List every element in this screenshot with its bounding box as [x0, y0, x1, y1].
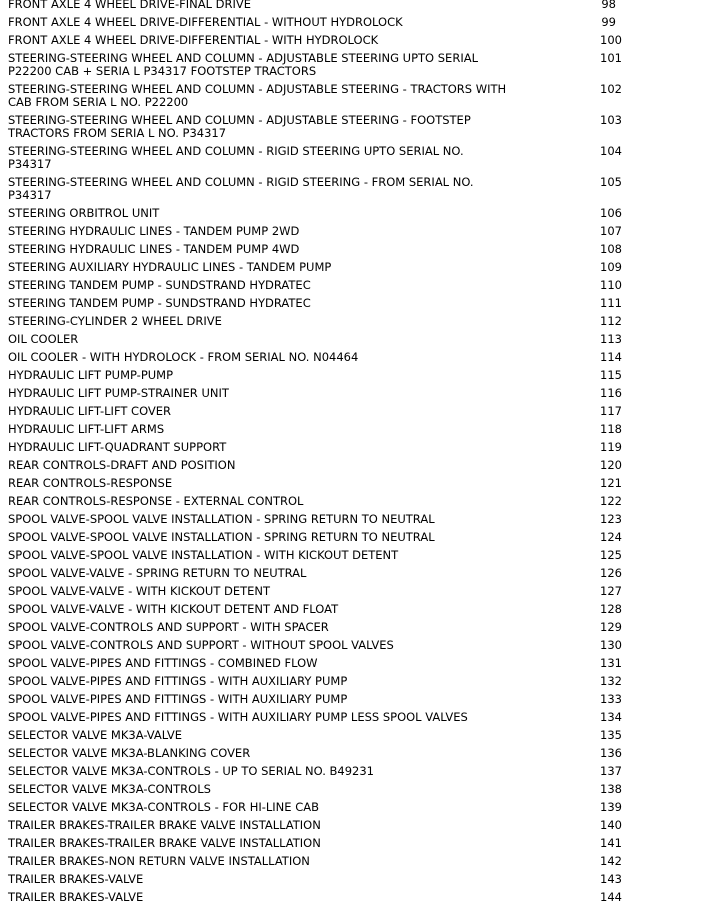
index-row-page: 121 — [600, 476, 622, 490]
index-row-page: 141 — [600, 836, 622, 850]
index-row[interactable] — [0, 475, 721, 493]
index-row[interactable] — [0, 295, 721, 313]
index-row-title: SPOOL VALVE-VALVE - SPRING RETURN TO NEUTRAL — [8, 566, 307, 580]
index-row[interactable] — [0, 367, 721, 385]
index-row-page: 143 — [600, 872, 622, 886]
index-row[interactable] — [0, 547, 721, 565]
index-row-page: 113 — [600, 332, 622, 346]
index-row-page: 117 — [600, 404, 622, 418]
index-row-title: OIL COOLER — [8, 332, 79, 346]
index-row-page: 135 — [600, 728, 622, 742]
index-row-title: HYDRAULIC LIFT-QUADRANT SUPPORT — [8, 440, 227, 454]
index-row[interactable] — [0, 349, 721, 367]
index-row[interactable] — [0, 223, 721, 241]
index-row[interactable] — [0, 421, 721, 439]
index-row-title: TRAILER BRAKES-NON RETURN VALVE INSTALLATION — [8, 854, 310, 868]
index-row-page: 105 — [600, 175, 622, 189]
index-row-title: SELECTOR VALVE MK3A-VALVE — [8, 728, 183, 742]
index-row-title: HYDRAULIC LIFT-LIFT COVER — [8, 404, 172, 418]
index-row-title: REAR CONTROLS-RESPONSE — [8, 476, 173, 490]
index-row[interactable] — [0, 799, 721, 817]
index-row-title: SELECTOR VALVE MK3A-CONTROLS - UP TO SERIAL NO. B49231 — [8, 764, 374, 778]
index-row-title: FRONT AXLE 4 WHEEL DRIVE-FINAL DRIVE — [8, 0, 252, 11]
index-row[interactable] — [0, 835, 721, 853]
index-row[interactable] — [0, 853, 721, 871]
index-row[interactable] — [0, 763, 721, 781]
index-row[interactable] — [0, 259, 721, 277]
index-row-title: SPOOL VALVE-VALVE - WITH KICKOUT DETENT AND FLOAT — [8, 602, 339, 616]
index-row-title: FRONT AXLE 4 WHEEL DRIVE-DIFFERENTIAL - WITHOUT HYDROLOCK — [8, 15, 403, 29]
index-row-page: 108 — [600, 242, 622, 256]
index-row-page: 132 — [600, 674, 622, 688]
index-row-page: 127 — [600, 584, 622, 598]
index-row-title: STEERING TANDEM PUMP - SUNDSTRAND HYDRATEC — [8, 296, 311, 310]
index-row-title: STEERING ORBITROL UNIT — [8, 206, 160, 220]
index-row-page: 126 — [600, 566, 622, 580]
index-row-page: 131 — [600, 656, 622, 670]
index-row-page: 129 — [600, 620, 622, 634]
index-row-page: 139 — [600, 800, 622, 814]
index-row-title: SPOOL VALVE-PIPES AND FITTINGS - WITH AUXILIARY PUMP — [8, 692, 348, 706]
index-row-page: 101 — [600, 51, 622, 65]
index-row-title: SELECTOR VALVE MK3A-CONTROLS — [8, 782, 211, 796]
index-row-page: 144 — [600, 890, 622, 904]
index-row[interactable] — [0, 655, 721, 673]
index-row[interactable] — [0, 727, 721, 745]
index-row-title: HYDRAULIC LIFT-LIFT ARMS — [8, 422, 165, 436]
index-row-page: 114 — [600, 350, 622, 364]
index-row[interactable] — [0, 529, 721, 547]
index-row-page: 112 — [600, 314, 622, 328]
index-row-page: 104 — [600, 144, 622, 158]
index-row-page: 111 — [600, 296, 622, 310]
index-row[interactable] — [0, 601, 721, 619]
index-row-title: HYDRAULIC LIFT PUMP-PUMP — [8, 368, 174, 382]
index-row-title: STEERING-STEERING WHEEL AND COLUMN - ADJUSTABLE STEERING - TRACTORS WITH CAB FROM SERIA L NO. P22200 — [8, 82, 507, 109]
index-row-title: SELECTOR VALVE MK3A-CONTROLS - FOR HI-LINE CAB — [8, 800, 319, 814]
index-row[interactable] — [0, 0, 721, 14]
index-row[interactable] — [0, 817, 721, 835]
index-row-title: STEERING TANDEM PUMP - SUNDSTRAND HYDRATEC — [8, 278, 311, 292]
index-row-title: STEERING-STEERING WHEEL AND COLUMN - RIGID STEERING UPTO SERIAL NO. P34317 — [8, 144, 464, 171]
index-row-title: SPOOL VALVE-SPOOL VALVE INSTALLATION - WITH KICKOUT DETENT — [8, 548, 399, 562]
index-row[interactable] — [0, 709, 721, 727]
index-row-title: STEERING-STEERING WHEEL AND COLUMN - RIGID STEERING - FROM SERIAL NO. P34317 — [8, 175, 474, 202]
index-row[interactable] — [0, 637, 721, 655]
index-row[interactable] — [0, 143, 721, 174]
index-row[interactable] — [0, 385, 721, 403]
index-row[interactable] — [0, 205, 721, 223]
index-row[interactable] — [0, 32, 721, 50]
index-row-title: STEERING AUXILIARY HYDRAULIC LINES - TANDEM PUMP — [8, 260, 332, 274]
index-row-title: STEERING-CYLINDER 2 WHEEL DRIVE — [8, 314, 222, 328]
index-row[interactable] — [0, 241, 721, 259]
index-row[interactable] — [0, 81, 721, 112]
index-row-page: 102 — [600, 82, 622, 96]
index-row-title: TRAILER BRAKES-VALVE — [8, 890, 144, 904]
index-row[interactable] — [0, 745, 721, 763]
index-row-page: 109 — [600, 260, 622, 274]
index-row-page: 140 — [600, 818, 622, 832]
index-row[interactable] — [0, 277, 721, 295]
index-row-page: 110 — [600, 278, 622, 292]
index-row-title: SPOOL VALVE-CONTROLS AND SUPPORT - WITHOUT SPOOL VALVES — [8, 638, 394, 652]
index-row-title: SPOOL VALVE-PIPES AND FITTINGS - WITH AUXILIARY PUMP LESS SPOOL VALVES — [8, 710, 468, 724]
index-row[interactable] — [0, 174, 721, 205]
index-row[interactable] — [0, 313, 721, 331]
index-row-page: 136 — [600, 746, 622, 760]
index-row-title: HYDRAULIC LIFT PUMP-STRAINER UNIT — [8, 386, 229, 400]
index-row-title: SPOOL VALVE-PIPES AND FITTINGS - COMBINED FLOW — [8, 656, 318, 670]
index-row-page: 125 — [600, 548, 622, 562]
index-row-page: 122 — [600, 494, 622, 508]
index-row[interactable] — [0, 331, 721, 349]
index-row[interactable] — [0, 50, 721, 81]
index-row-title: TRAILER BRAKES-VALVE — [8, 872, 144, 886]
index-row-page: 118 — [600, 422, 622, 436]
index-row-page: 130 — [600, 638, 622, 652]
index-row[interactable] — [0, 565, 721, 583]
index-row[interactable] — [0, 493, 721, 511]
index-row[interactable] — [0, 781, 721, 799]
index-row-page: 103 — [600, 113, 622, 127]
index-row-page: 128 — [600, 602, 622, 616]
index-row-title: REAR CONTROLS-DRAFT AND POSITION — [8, 458, 236, 472]
index-row[interactable] — [0, 112, 721, 143]
index-row[interactable] — [0, 14, 721, 32]
index-row[interactable] — [0, 871, 721, 889]
index-row-page: 120 — [600, 458, 622, 472]
index-row-page: 133 — [600, 692, 622, 706]
index-row-title: STEERING HYDRAULIC LINES - TANDEM PUMP 2WD — [8, 224, 300, 238]
index-row-page: 106 — [600, 206, 622, 220]
index-row-page: 123 — [600, 512, 622, 526]
index-row[interactable] — [0, 439, 721, 457]
index-row[interactable] — [0, 511, 721, 529]
index-row-page: 142 — [600, 854, 622, 868]
index-row-page: 134 — [600, 710, 622, 724]
index-row-title: SELECTOR VALVE MK3A-BLANKING COVER — [8, 746, 251, 760]
index-row-page: 119 — [600, 440, 622, 454]
index-row[interactable] — [0, 673, 721, 691]
index-row[interactable] — [0, 889, 721, 907]
index-row-title: SPOOL VALVE-VALVE - WITH KICKOUT DETENT — [8, 584, 271, 598]
index-row-title: OIL COOLER - WITH HYDROLOCK - FROM SERIAL NO. N04464 — [8, 350, 359, 364]
index-row-title: SPOOL VALVE-PIPES AND FITTINGS - WITH AUXILIARY PUMP — [8, 674, 348, 688]
index-row[interactable] — [0, 457, 721, 475]
index-row-page: 138 — [600, 782, 622, 796]
index-row-page: 137 — [600, 764, 622, 778]
index-row-title: SPOOL VALVE-SPOOL VALVE INSTALLATION - SPRING RETURN TO NEUTRAL — [8, 512, 435, 526]
index-row-page: 107 — [600, 224, 622, 238]
index-row-page: 99 — [601, 15, 616, 29]
index-row[interactable] — [0, 403, 721, 421]
index-row-page: 124 — [600, 530, 622, 544]
index-row[interactable] — [0, 583, 721, 601]
index-row-page: 100 — [600, 33, 622, 47]
index-row-title: TRAILER BRAKES-TRAILER BRAKE VALVE INSTALLATION — [8, 818, 321, 832]
index-row-title: TRAILER BRAKES-TRAILER BRAKE VALVE INSTALLATION — [8, 836, 321, 850]
index-row[interactable] — [0, 619, 721, 637]
index-row-title: STEERING-STEERING WHEEL AND COLUMN - ADJUSTABLE STEERING - FOOTSTEP TRACTORS FROM SERIA L NO. P34317 — [8, 113, 471, 140]
index-row[interactable] — [0, 691, 721, 709]
index-row-title: STEERING HYDRAULIC LINES - TANDEM PUMP 4WD — [8, 242, 300, 256]
index-row-page: 115 — [600, 368, 622, 382]
index-row-page: 98 — [601, 0, 616, 11]
index-row-title: FRONT AXLE 4 WHEEL DRIVE-DIFFERENTIAL - WITH HYDROLOCK — [8, 33, 379, 47]
index-row-title: STEERING-STEERING WHEEL AND COLUMN - ADJUSTABLE STEERING UPTO SERIAL P22200 CAB + SERIA L P34317 FOOTSTEP TRACTORS — [8, 51, 478, 78]
index-row-title: REAR CONTROLS-RESPONSE - EXTERNAL CONTROL — [8, 494, 304, 508]
index-row-title: SPOOL VALVE-SPOOL VALVE INSTALLATION - SPRING RETURN TO NEUTRAL — [8, 530, 435, 544]
index-row-title: SPOOL VALVE-CONTROLS AND SUPPORT - WITH SPACER — [8, 620, 329, 634]
index-row-page: 116 — [600, 386, 622, 400]
